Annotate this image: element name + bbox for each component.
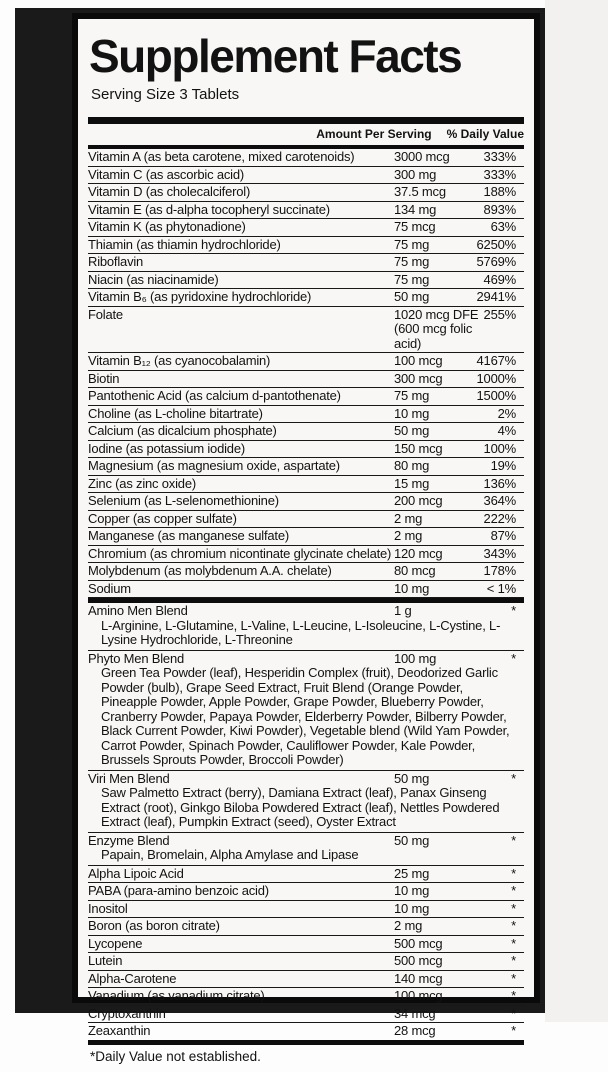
nutrient-name: Pantothenic Acid (as calcium d-pantothenate) bbox=[88, 388, 341, 403]
nutrient-daily-value: 87% bbox=[490, 528, 516, 543]
nutrient-amount: 150 mcg bbox=[394, 440, 443, 456]
nutrient-daily-value: * bbox=[511, 883, 516, 898]
column-header-amount: Amount Per Serving bbox=[316, 127, 432, 141]
blend-ingredients: Green Tea Powder (leaf), Hesperidin Complex (fruit), Deodorized Garlic Powder (bulb), Grape Seed Extract, Fruit Blend (Orange Powder, Pineapple Powder, Apple Powder, Grape Powder, Blueberry Powder, Cranberry Powder, Papaya Powder, Elderberry Powder, Bilberry Powder, Black Current Powder, Kiwi Powder), Vegetable blend (Wild Yam Powder, Carrot Powder, Spinach Powder, Cauliflower Powder, Kale Powder, Brussels Sprouts Powder, Broccoli Powder) bbox=[101, 665, 510, 767]
nutrient-daily-value: 2% bbox=[497, 405, 516, 421]
nutrient-amount: 75 mg bbox=[394, 236, 430, 252]
nutrient-name: Iodine (as potassium iodide) bbox=[88, 440, 245, 456]
nutrient-row bbox=[88, 149, 524, 167]
nutrient-daily-value: * bbox=[511, 953, 516, 968]
nutrient-name: Niacin (as niacinamide) bbox=[88, 271, 219, 287]
right-margin-strip bbox=[545, 0, 608, 1022]
nutrient-row bbox=[88, 953, 524, 971]
nutrient-name: Selenium (as L-selenomethionine) bbox=[88, 493, 279, 508]
nutrient-name: Folate bbox=[88, 306, 123, 322]
blend-ingredients: Saw Palmetto Extract (berry), Damiana Extract (leaf), Panax Ginseng Extract (root), Ginkgo Biloba Powdered Extract (leaf), Nettles Powdered Extract (leaf), Pumpkin Extract (seed), Oyster Extract bbox=[101, 785, 500, 829]
nutrient-row bbox=[88, 493, 524, 511]
supplement-facts-card bbox=[72, 13, 540, 1064]
nutrient-name: Boron (as boron citrate) bbox=[88, 918, 220, 933]
nutrient-name: Viri Men Blend bbox=[88, 770, 170, 786]
nutrient-amount: 100 mcg bbox=[394, 353, 443, 368]
nutrient-daily-value: * bbox=[511, 865, 516, 881]
nutrient-name: PABA (para-amino benzoic acid) bbox=[88, 883, 269, 898]
nutrient-name: Vitamin B₆ (as pyridoxine hydrochloride) bbox=[88, 289, 312, 304]
nutrient-row bbox=[88, 202, 524, 220]
nutrient-name: Amino Men Blend bbox=[88, 603, 188, 618]
nutrient-amount: 80 mg bbox=[394, 458, 430, 473]
nutrient-name: Inositol bbox=[88, 900, 128, 916]
nutrient-daily-value: * bbox=[511, 603, 516, 618]
nutrient-name: Phyto Men Blend bbox=[88, 650, 185, 666]
nutrient-amount: 500 mcg bbox=[394, 953, 443, 968]
nutrient-amount: 50 mg bbox=[394, 832, 430, 848]
nutrient-row bbox=[88, 866, 524, 884]
nutrient-daily-value: * bbox=[511, 970, 516, 986]
nutrient-amount: 50 mg bbox=[394, 770, 430, 786]
nutrient-name: Copper (as copper sulfate) bbox=[88, 510, 237, 526]
nutrient-name: Calcium (as dicalcium phosphate) bbox=[88, 423, 277, 438]
column-header-daily-value: % Daily Value bbox=[446, 127, 524, 141]
nutrient-row bbox=[88, 167, 524, 185]
nutrient-daily-value: 893% bbox=[483, 201, 516, 217]
nutrient-amount: 80 mcg bbox=[394, 563, 436, 578]
nutrient-daily-value: 1000% bbox=[476, 370, 516, 386]
nutrient-row bbox=[88, 511, 524, 529]
nutrient-amount: 300 mcg bbox=[394, 370, 443, 386]
nutrient-daily-value: 6250% bbox=[476, 236, 516, 252]
nutrient-row bbox=[88, 423, 524, 441]
nutrient-daily-value: 255% bbox=[483, 306, 516, 322]
nutrient-amount: 50 mg bbox=[394, 289, 430, 304]
nutrient-amount: 500 mcg bbox=[394, 935, 443, 951]
nutrient-amount: 1020 mcg DFE (600 mcg folic acid) bbox=[394, 306, 479, 351]
nutrient-name: Thiamin (as thiamin hydrochloride) bbox=[88, 236, 281, 252]
nutrient-daily-value: 100% bbox=[483, 440, 516, 456]
nutrient-name: Alpha Lipoic Acid bbox=[88, 865, 184, 881]
nutrient-name: Vitamin C (as ascorbic acid) bbox=[88, 166, 244, 182]
nutrient-name: Magnesium (as magnesium oxide, aspartate) bbox=[88, 458, 340, 473]
nutrient-amount: 200 mcg bbox=[394, 493, 443, 508]
nutrient-daily-value: 333% bbox=[483, 166, 516, 182]
nutrient-daily-value: 343% bbox=[483, 545, 516, 561]
nutrient-daily-value: 333% bbox=[483, 149, 516, 164]
nutrient-amount: 134 mg bbox=[394, 201, 437, 217]
nutrient-row bbox=[88, 184, 524, 202]
blend-ingredients: Papain, Bromelain, Alpha Amylase and Lipase bbox=[101, 847, 359, 862]
nutrient-row bbox=[88, 237, 524, 255]
label-title: Supplement Facts bbox=[89, 30, 462, 82]
nutrient-daily-value: * bbox=[511, 832, 516, 848]
nutrient-amount: 10 mg bbox=[394, 405, 430, 421]
nutrient-daily-value: * bbox=[511, 988, 516, 1003]
nutrient-row bbox=[88, 546, 524, 564]
nutrient-row bbox=[88, 307, 524, 354]
nutrient-amount: 100 mcg bbox=[394, 988, 443, 1003]
nutrient-row bbox=[88, 458, 524, 476]
nutrient-row bbox=[88, 441, 524, 459]
nutrient-amount: 10 mg bbox=[394, 883, 430, 898]
nutrient-amount: 75 mg bbox=[394, 271, 430, 287]
nutrient-row bbox=[88, 371, 524, 389]
nutrient-daily-value: 188% bbox=[483, 184, 516, 199]
daily-value-footnote: *Daily Value not established. bbox=[90, 1048, 261, 1064]
nutrient-name: Manganese (as manganese sulfate) bbox=[88, 528, 290, 543]
nutrient-amount: 75 mg bbox=[394, 388, 430, 403]
serving-size: Serving Size 3 Tablets bbox=[91, 86, 240, 103]
nutrient-row bbox=[88, 388, 524, 406]
column-header-row bbox=[88, 124, 524, 145]
nutrient-daily-value: 178% bbox=[483, 563, 516, 578]
nutrient-row bbox=[88, 219, 524, 237]
nutrient-name: Biotin bbox=[88, 370, 120, 386]
nutrient-daily-value: 4% bbox=[497, 423, 516, 438]
nutrient-name: Vitamin K (as phytonadione) bbox=[88, 219, 246, 234]
nutrient-daily-value: * bbox=[511, 1023, 516, 1038]
nutrient-row bbox=[88, 971, 524, 989]
nutrient-name: Enzyme Blend bbox=[88, 832, 170, 848]
nutrient-name: Choline (as L-choline bitartrate) bbox=[88, 405, 263, 421]
nutrient-row bbox=[88, 918, 524, 936]
nutrient-daily-value: 136% bbox=[483, 475, 516, 491]
nutrient-name: Lutein bbox=[88, 953, 123, 968]
nutrient-amount: 1 g bbox=[394, 603, 412, 618]
nutrient-amount: 100 mg bbox=[394, 650, 437, 666]
nutrient-amount: 37.5 mcg bbox=[394, 184, 446, 199]
nutrient-row bbox=[88, 563, 524, 581]
nutrient-daily-value: 2941% bbox=[476, 289, 516, 304]
nutrient-row bbox=[88, 528, 524, 546]
nutrient-row bbox=[88, 406, 524, 424]
nutrient-row bbox=[88, 833, 524, 866]
nutrient-amount: 120 mcg bbox=[394, 545, 443, 561]
nutrient-amount: 2 mg bbox=[394, 918, 423, 933]
nutrient-daily-value: * bbox=[511, 935, 516, 951]
nutrient-name: Vitamin A (as beta carotene, mixed carotenoids) bbox=[88, 149, 355, 164]
nutrient-amount: 25 mg bbox=[394, 865, 430, 881]
nutrient-name: Vitamin D (as cholecalciferol) bbox=[88, 184, 251, 199]
label-frame bbox=[15, 8, 545, 1064]
nutrient-name: Vanadium (as vanadium citrate) bbox=[88, 988, 265, 1003]
nutrient-daily-value: < 1% bbox=[486, 580, 516, 596]
nutrient-name: Riboflavin bbox=[88, 254, 144, 269]
nutrient-row bbox=[88, 651, 524, 771]
nutrient-daily-value: * bbox=[511, 770, 516, 786]
nutrient-daily-value: 1500% bbox=[476, 388, 516, 403]
nutrient-amount: 2 mg bbox=[394, 510, 423, 526]
nutrient-name: Zeaxanthin bbox=[88, 1023, 151, 1038]
nutrient-name: Chromium (as chromium nicontinate glycinate chelate) bbox=[88, 545, 392, 561]
nutrient-name: Vitamin B₁₂ (as cyanocobalamin) bbox=[88, 353, 271, 368]
nutrient-name: Vitamin E (as d-alpha tocopheryl succinate) bbox=[88, 201, 330, 217]
nutrient-daily-value: 469% bbox=[483, 271, 516, 287]
nutrient-row bbox=[88, 936, 524, 954]
nutrient-amount: 28 mcg bbox=[394, 1023, 436, 1038]
nutrient-daily-value: * bbox=[511, 918, 516, 933]
nutrient-amount: 10 mg bbox=[394, 900, 430, 916]
nutrient-daily-value: 364% bbox=[483, 493, 516, 508]
nutrient-row bbox=[88, 254, 524, 272]
nutrient-daily-value: 63% bbox=[490, 219, 516, 234]
facts-rows bbox=[88, 149, 524, 1040]
nutrient-row bbox=[88, 581, 524, 599]
nutrient-amount: 75 mcg bbox=[394, 219, 436, 234]
blend-ingredients: L-Arginine, L-Glutamine, L-Valine, L-Leucine, L-Isoleucine, L-Cystine, L-Lysine Hydrochloride, L-Threonine bbox=[101, 617, 501, 647]
nutrient-amount: 15 mg bbox=[394, 475, 430, 491]
nutrient-name: Molybdenum (as molybdenum A.A. chelate) bbox=[88, 563, 332, 578]
nutrient-row bbox=[88, 988, 524, 1006]
nutrient-daily-value: 5769% bbox=[476, 254, 516, 269]
nutrient-amount: 34 mcg bbox=[394, 1005, 436, 1021]
nutrient-daily-value: * bbox=[511, 650, 516, 666]
nutrient-amount: 300 mg bbox=[394, 166, 437, 182]
nutrient-row bbox=[88, 1023, 524, 1040]
nutrient-row bbox=[88, 476, 524, 494]
nutrient-name: Sodium bbox=[88, 580, 131, 596]
nutrient-row bbox=[88, 353, 524, 371]
nutrient-name: Alpha-Carotene bbox=[88, 970, 177, 986]
nutrient-row bbox=[88, 289, 524, 307]
nutrient-amount: 2 mg bbox=[394, 528, 423, 543]
nutrient-row bbox=[88, 598, 524, 651]
nutrient-amount: 10 mg bbox=[394, 580, 430, 596]
divider-top-thick bbox=[88, 117, 524, 124]
nutrient-amount: 75 mg bbox=[394, 254, 430, 269]
nutrient-daily-value: * bbox=[511, 1005, 516, 1021]
nutrient-row bbox=[88, 883, 524, 901]
nutrient-amount: 140 mcg bbox=[394, 970, 443, 986]
nutrient-row bbox=[88, 272, 524, 290]
nutrient-daily-value: 19% bbox=[490, 458, 516, 473]
nutrient-amount: 50 mg bbox=[394, 423, 430, 438]
nutrient-name: Zinc (as zinc oxide) bbox=[88, 475, 196, 491]
nutrient-name: Lycopene bbox=[88, 935, 143, 951]
nutrient-name: Cryptoxanthin bbox=[88, 1005, 166, 1021]
nutrient-daily-value: 4167% bbox=[476, 353, 516, 368]
nutrient-daily-value: 222% bbox=[483, 510, 516, 526]
nutrient-row bbox=[88, 1006, 524, 1024]
nutrient-amount: 3000 mcg bbox=[394, 149, 450, 164]
nutrient-row bbox=[88, 901, 524, 919]
nutrient-daily-value: * bbox=[511, 900, 516, 916]
nutrient-row bbox=[88, 771, 524, 833]
